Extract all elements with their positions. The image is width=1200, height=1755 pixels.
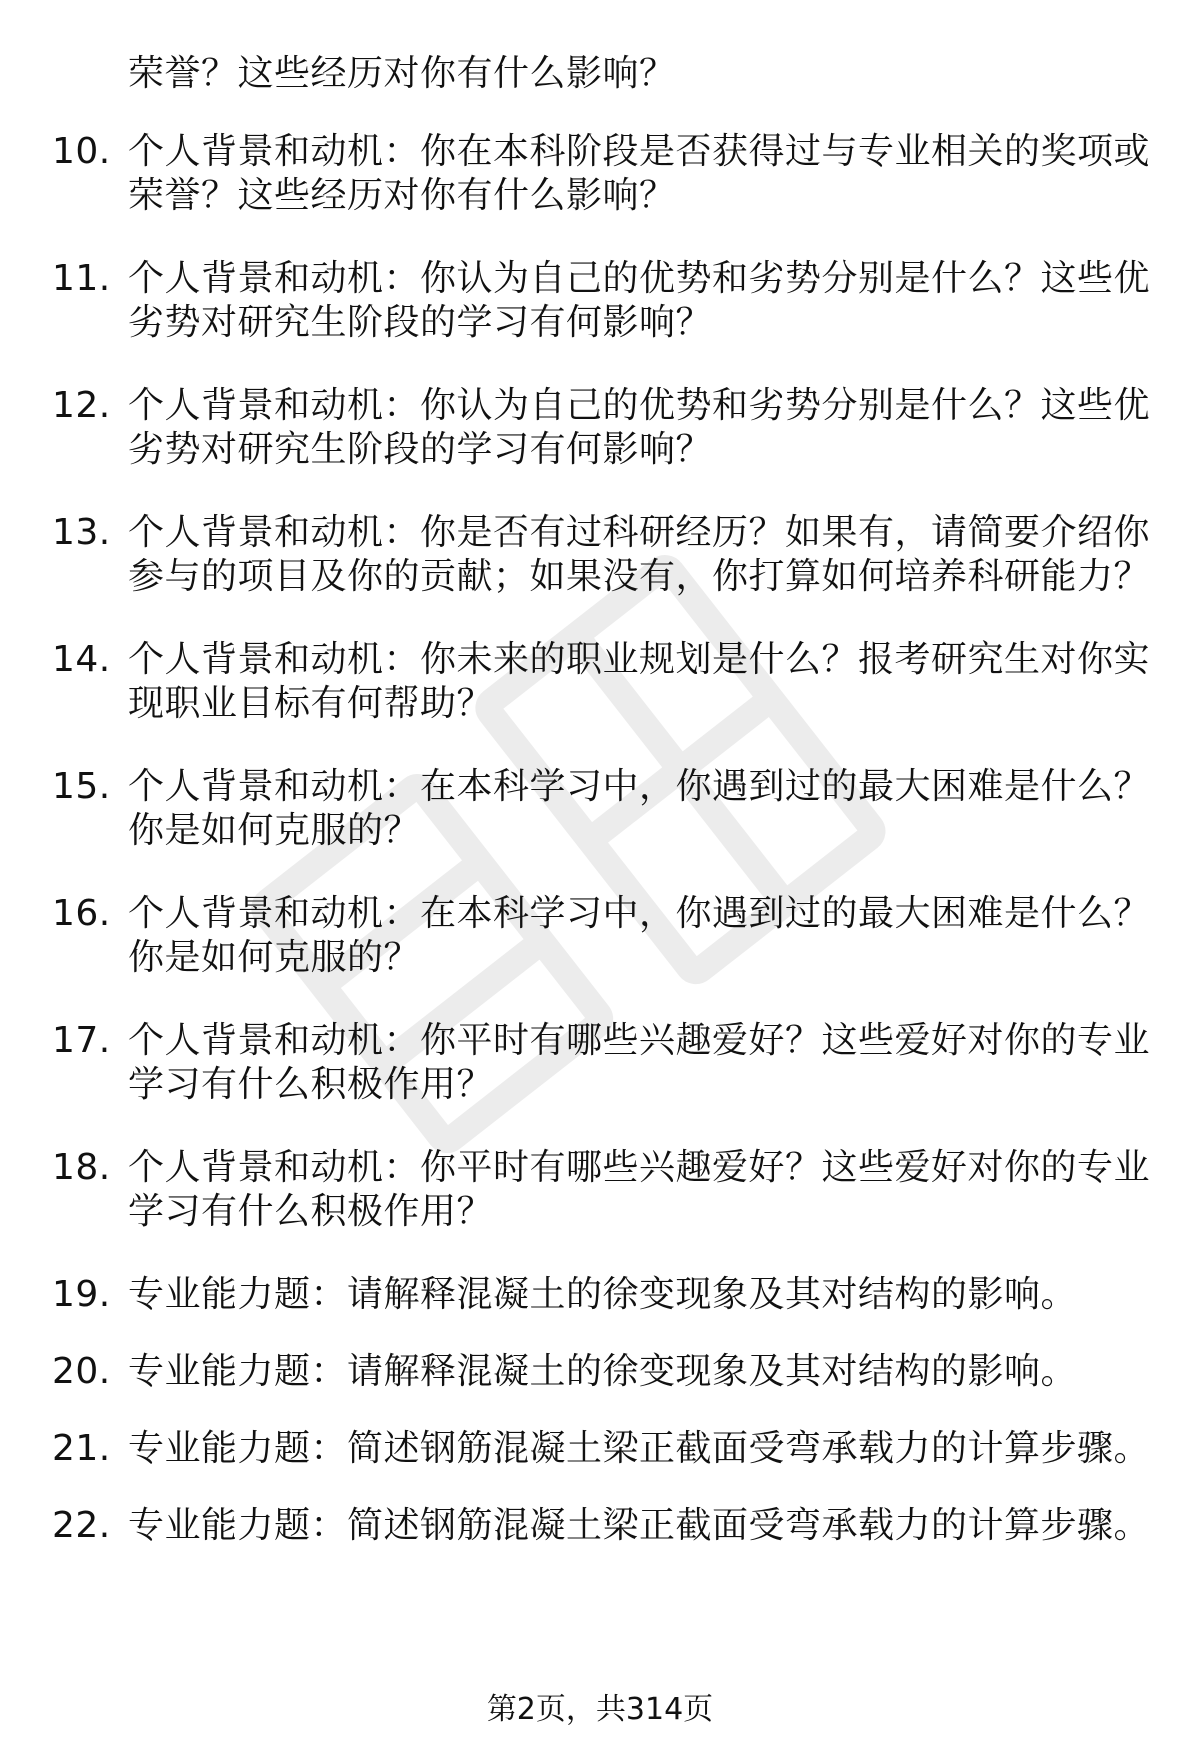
list-item-text: 劣势对研究生阶段的学习有何影响？: [128, 302, 713, 343]
list-item-number: 12.: [52, 385, 111, 426]
list-item-text: 个人背景和动机：你是否有过科研经历？如果有，请简要介绍你: [128, 512, 1151, 553]
list-item-number: 16.: [52, 893, 111, 934]
page-footer: 第2页，共314页: [486, 1692, 714, 1727]
list-item-text: 个人背景和动机：在本科学习中，你遇到过的最大困难是什么？: [128, 766, 1151, 807]
list-item-number: 19.: [52, 1274, 111, 1315]
list-item-number: 14.: [52, 639, 111, 680]
list-item-number: 18.: [52, 1147, 111, 1188]
list-item-text: 专业能力题：简述钢筋混凝土梁正截面受弯承载力的计算步骤。: [128, 1505, 1151, 1546]
list-item-text: 个人背景和动机：你认为自己的优势和劣势分别是什么？这些优: [128, 258, 1151, 299]
continuation-text: 荣誉？这些经历对你有什么影响？: [128, 53, 676, 94]
list-item-number: 17.: [52, 1020, 111, 1061]
list-item-text: 学习有什么积极作用？: [128, 1191, 494, 1232]
list-item-number: 11.: [52, 258, 111, 299]
list-item-number: 21.: [52, 1428, 111, 1469]
list-item-number: 20.: [52, 1351, 111, 1392]
list-item-text: 专业能力题：简述钢筋混凝土梁正截面受弯承载力的计算步骤。: [128, 1428, 1151, 1469]
list-item-text: 专业能力题：请解释混凝土的徐变现象及其对结构的影响。: [128, 1351, 1078, 1392]
list-item-text: 个人背景和动机：在本科学习中，你遇到过的最大困难是什么？: [128, 893, 1151, 934]
list-item-number: 10.: [52, 131, 111, 172]
list-item-text: 你是如何克服的？: [128, 937, 421, 978]
list-item-number: 22.: [52, 1505, 111, 1546]
list-item-text: 荣誉？这些经历对你有什么影响？: [128, 175, 676, 216]
list-item-text: 个人背景和动机：你认为自己的优势和劣势分别是什么？这些优: [128, 385, 1151, 426]
list-item-text: 个人背景和动机：你平时有哪些兴趣爱好？这些爱好对你的专业: [128, 1147, 1151, 1188]
list-item-text: 现职业目标有何帮助？: [128, 683, 494, 724]
list-item-text: 专业能力题：请解释混凝土的徐变现象及其对结构的影响。: [128, 1274, 1078, 1315]
list-item-text: 你是如何克服的？: [128, 810, 421, 851]
list-item-number: 13.: [52, 512, 111, 553]
list-item-text: 个人背景和动机：你在本科阶段是否获得过与专业相关的奖项或: [128, 131, 1151, 172]
list-item-text: 个人背景和动机：你未来的职业规划是什么？报考研究生对你实: [128, 639, 1151, 680]
list-item-text: 个人背景和动机：你平时有哪些兴趣爱好？这些爱好对你的专业: [128, 1020, 1151, 1061]
list-item-text: 学习有什么积极作用？: [128, 1064, 494, 1105]
list-item-number: 15.: [52, 766, 111, 807]
list-item-text: 劣势对研究生阶段的学习有何影响？: [128, 429, 713, 470]
list-item-text: 参与的项目及你的贡献；如果没有，你打算如何培养科研能力？: [128, 556, 1151, 597]
